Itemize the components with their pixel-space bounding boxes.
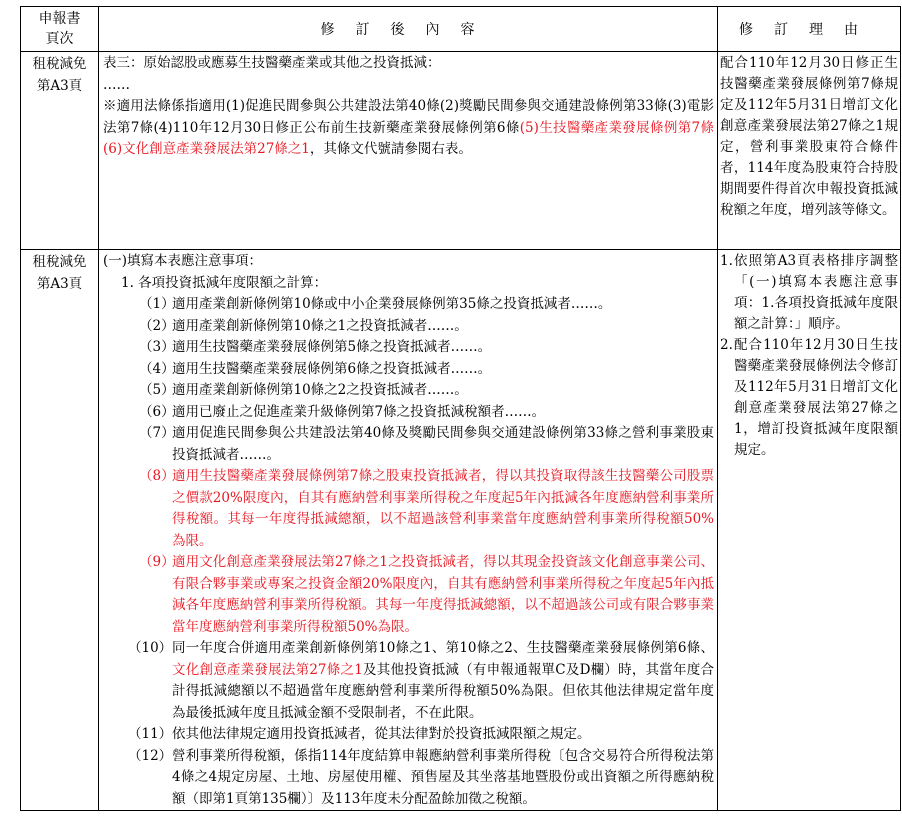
item-number: （8） bbox=[139, 468, 175, 484]
item-number: （10） bbox=[128, 640, 173, 656]
item-text: 適用生技醫藥產業發展條例第6條之投資抵減者……。 bbox=[172, 360, 492, 377]
notes-subheading: 1. 各項投資抵減年度限額之計算： bbox=[121, 274, 328, 291]
item-text: 適用文化創意產業發展法第27條之1之投資抵減者，得以其現金投資該文化創意事業公司、有限合夥事業或專案之投資金額20%限度內，自其有應納營利事業所得稅之年度起5年內抵減各年度應納營利事業所得稅額。其每一年度得抵減總額，以不超過該公司或有限合夥事業當年度應納營利事業所得稅額50%為限。 bbox=[172, 554, 714, 635]
item-text: 適用生技醫藥產業發展條例第5條之投資抵減者……。 bbox=[172, 339, 492, 355]
item-number: （9） bbox=[139, 554, 175, 570]
page-ref: 租稅減免 第A3頁 bbox=[21, 250, 99, 811]
reason-cell: 配合110年12月30日修正生技醫藥產業發展條例第7條規定及112年5月31日增訂文化創意產業發展法第27條之1規定，營利事業股東符合條件者，114年度為股東符合持股期間要件得首次申報投資抵減稅額之年度，增列該等條文。 bbox=[718, 52, 901, 250]
list-item bbox=[103, 746, 714, 811]
item-text: 依其他法律規定適用投資抵減者，從其法律對於投資抵減限額之規定。 bbox=[172, 726, 591, 742]
note-black: ※適用法條係指適用(1)促進民間參與公共建設法第40條(2)獎勵民間參與交通建設條例第33條(3)電影法第7條(4)110年12月30日修正公布前生技新藥產業發展條例第6條 bbox=[103, 98, 714, 136]
notes-heading: (一)填寫本表應注意事項： bbox=[103, 253, 263, 269]
reason-item bbox=[720, 335, 898, 461]
list-item bbox=[103, 316, 714, 338]
header-reason: 修訂理由 bbox=[718, 7, 901, 52]
item-text: 適用產業創新條例第10條或中小企業發展條例第35條之投資抵減者……。 bbox=[172, 296, 612, 312]
item-list bbox=[103, 294, 714, 638]
item-number: （2） bbox=[139, 317, 175, 334]
list-item bbox=[103, 380, 714, 402]
item-text: 適用促進民間參與公共建設法第40條及獎勵民間參與交通建設條例第33條之營利事業股東投資抵減者……。 bbox=[172, 425, 714, 463]
item-text: 適用產業創新條例第10條之2之投資抵減者……。 bbox=[172, 382, 468, 398]
header-row bbox=[21, 7, 901, 52]
ellipsis: …… bbox=[103, 76, 130, 93]
list-item bbox=[103, 337, 714, 359]
list-item bbox=[103, 466, 714, 552]
reason-text: 配合110年12月30日生技醫藥產業發展條例法令修訂及112年5月31日增訂文化創意產業發展法第27條之1，增訂投資抵減年度限額規定。 bbox=[734, 337, 898, 458]
reason-cell bbox=[718, 250, 901, 811]
row-notes bbox=[21, 250, 901, 811]
item-number: （5） bbox=[139, 382, 175, 398]
item-text: 同一年度合併適用產業創新條例第10條之1、第10條之2、生技醫藥產業發展條例第6條、文化創意產業發展法第27條之1及其他投資抵減（有申報通報單C及D欄）時，其當年度合計得抵減總額以不超過當年度應納營利事業所得稅額50%為限。但依其他法律規定當年度為最後抵減年度且抵減金額不受限制者，不在此限。 bbox=[172, 640, 714, 721]
row-table3 bbox=[21, 52, 901, 250]
reason-text: 依照第A3頁表格排序調整「(一)填寫本表應注意事項：1.各項投資抵減年度限額之計算：」順序。 bbox=[734, 253, 898, 332]
list-item bbox=[103, 638, 714, 724]
item-text: 適用生技醫藥產業發展條例第7條之股東投資抵減者，得以其投資取得該生技醫藥公司股票之價款20%限度內，自其有應納營利事業所得稅之年度起5年內抵減各年度應納營利事業所得稅額。其每一年度得抵減總額，以不超過該營利事業當年度應納營利事業所得稅額50%為限。 bbox=[172, 468, 714, 549]
note-tail: ，其條文代號請參閱右表。 bbox=[309, 141, 472, 157]
item-number: （7） bbox=[139, 425, 175, 441]
item-number: （3） bbox=[139, 339, 175, 355]
list-item bbox=[103, 294, 714, 316]
item-number: （1） bbox=[139, 296, 175, 312]
table3-title: 表三：原始認股或應募生技醫藥產業或其他之投資抵減： bbox=[103, 55, 441, 71]
comparison-table bbox=[20, 6, 901, 811]
note-paragraph bbox=[103, 96, 714, 161]
list-item bbox=[103, 724, 714, 746]
list-item bbox=[103, 423, 714, 466]
list-item bbox=[103, 402, 714, 424]
note-red: (5)生技醫藥產業發展條例第7條(6)文化創意產業發展法第27條之1 bbox=[103, 119, 714, 157]
reason-number: 2. bbox=[720, 337, 733, 353]
header-content: 修訂後內容 bbox=[99, 7, 718, 52]
list-item bbox=[103, 359, 714, 381]
list-item bbox=[103, 552, 714, 638]
item-text: 適用產業創新條例第10條之1之投資抵減者……。 bbox=[172, 317, 468, 334]
item-text: 營利事業所得稅額，係指114年度結算申報應納營利事業所得稅〔包含交易符合所得稅法第4條之4規定房屋、土地、房屋使用權、預售屋及其坐落基地暨股份或出資額之所得應納稅額（即第1頁第135欄）〕及113年度未分配盈餘加徵之稅額。 bbox=[172, 747, 714, 807]
page-ref: 租稅減免 第A3頁 bbox=[21, 52, 99, 250]
reason-number: 1. bbox=[720, 253, 733, 269]
reason-item bbox=[720, 251, 898, 335]
content-cell bbox=[99, 52, 718, 250]
item-text: 適用已廢止之促進產業升級條例第7條之投資抵減稅額者……。 bbox=[172, 403, 546, 420]
item-number: （11） bbox=[128, 726, 173, 742]
item-number: （12） bbox=[128, 747, 173, 764]
item-number: （6） bbox=[139, 403, 175, 420]
header-page: 申報書 頁次 bbox=[21, 7, 99, 52]
content-cell bbox=[99, 250, 718, 811]
item-number: （4） bbox=[139, 360, 175, 377]
